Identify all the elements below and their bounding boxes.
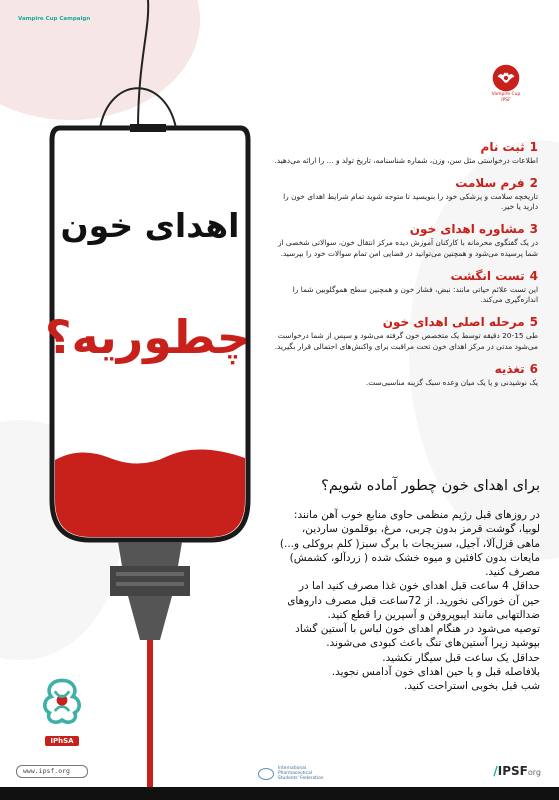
bag-valve xyxy=(110,566,190,596)
campaign-tag: Vampire Cup Campaign xyxy=(18,16,91,22)
ipsf-org: org xyxy=(527,768,541,777)
ipsf-brand xyxy=(493,764,541,778)
step-title: مرحله اصلی اهدای خون xyxy=(382,315,525,330)
step-body: یک نوشیدنی و یا یک میان وعده سبک گزینه مناسبی‌ست. xyxy=(365,377,538,387)
step-body: اطلاعات درخواستی مثل سن، وزن، شماره شناسنامه، تاریخ تولد و ... را ارائه می‌دهید. xyxy=(274,156,538,165)
bag-subtitle: چطوریه؟ xyxy=(44,310,250,364)
step-heading xyxy=(272,269,538,283)
step-heading xyxy=(272,140,538,154)
bag-valve-neck xyxy=(128,596,172,640)
step-body: طی 15-20 دقیقه توسط یک متخصص خون گرفته می‌شود و سپس از شما درخواست می‌شود مدتی در مرکز اهدای خون تحت مراقبت برای واکنش‌های احتمالی قرار بگیرید. xyxy=(274,331,538,351)
step-6 xyxy=(272,362,538,389)
step-number: 5 xyxy=(529,315,538,330)
globe-icon xyxy=(258,768,274,780)
bag-hanger-string xyxy=(138,0,148,130)
preparation-line: مصرف کنید. xyxy=(485,566,540,579)
step-body: تاریخچه سلامت و پزشکی خود را بنویسید تا متوجه شوید تمام شرایط اهدای خون را دارید یا خیر. xyxy=(283,191,538,212)
preparation-line: توصیه می‌شود در هنگام اهدای خون لباس با آستین گشاد xyxy=(295,623,540,636)
vampire-cup-label: Vampire Cup xyxy=(491,92,521,97)
ipsf-mid-logo xyxy=(258,766,324,781)
bag-connector xyxy=(118,542,182,566)
bottom-bar xyxy=(0,787,559,800)
step-5 xyxy=(272,315,538,352)
step-body: این تست علائم حیاتی مانند: نبض، فشار خون و همچنین سطح هموگلوبین شما را اندازه‌گیری می‌کند. xyxy=(292,284,538,305)
step-heading xyxy=(272,222,538,236)
step-title: مشاوره اهدای خون xyxy=(409,222,525,237)
step-number: 3 xyxy=(529,222,538,237)
preparation-line: بپوشید زیرا آستین‌های تنگ باعث کبودی می‌شوند. xyxy=(326,637,540,650)
step-number: 2 xyxy=(529,175,538,190)
mid-logo-line: Students' Federation xyxy=(278,776,324,782)
donation-steps xyxy=(272,140,538,397)
preparation-line: حداقل یک ساعت قبل سیگار نکشید. xyxy=(382,651,540,664)
step-title: تست انگشت xyxy=(450,268,525,283)
bag-title: اهدای خون xyxy=(60,206,240,245)
preparation-section xyxy=(262,478,540,693)
step-4 xyxy=(272,269,538,306)
step-title: ثبت نام xyxy=(480,140,525,154)
bag-blood-fill xyxy=(55,449,245,537)
vampire-cup-logo xyxy=(488,64,524,114)
step-3 xyxy=(272,222,538,259)
step-heading xyxy=(272,362,538,376)
preparation-line: ضدالتهابی مانند ایبوپروفن و آسپرین را قطع کنید. xyxy=(327,608,540,621)
preparation-line: ماهی قزل‌آلا، آجیل، سبزیجات با برگ سبز( کلم بروکلی و...) xyxy=(279,537,540,550)
mid-logo-line: International xyxy=(278,766,307,771)
preparation-line: شب قبل بخوبی استراحت کنید. xyxy=(404,680,540,693)
step-heading xyxy=(272,315,538,329)
website-url[interactable]: www.ipsf.org xyxy=(16,765,88,778)
mid-logo-line: Pharmaceutical xyxy=(278,771,312,777)
iphsa-emblem-icon xyxy=(35,676,89,728)
step-number: 1 xyxy=(529,140,538,154)
preparation-line: حداقل 4 ساعت قبل اهدای خون غذا مصرف کنید اما در xyxy=(298,580,540,593)
step-title: فرم سلامت xyxy=(455,175,525,190)
step-number: 4 xyxy=(529,268,538,283)
vampire-cup-org: IPSF xyxy=(501,97,511,103)
bat-drop-icon xyxy=(492,64,520,92)
step-number: 6 xyxy=(529,361,538,376)
preparation-title: برای اهدای خون چطور آماده شویم؟ xyxy=(321,478,540,494)
preparation-line: لوبیا، گوشت قرمز بدون چربی، مرغ، بوقلمون ساردین، xyxy=(301,523,540,536)
preparation-line: حین آن خوراکی نخورید. از 72ساعت قبل مصرف داروهای xyxy=(287,594,540,607)
step-1 xyxy=(272,140,538,167)
step-title: تغذیه xyxy=(494,361,525,376)
step-heading xyxy=(272,176,538,190)
preparation-line: در روزهای قبل رژیم منظمی حاوی منابع خوب آهن مانند: xyxy=(293,509,540,521)
step-body: در یک گفتگوی محرمانه با کارکنان آموزش دیده مرکز انتقال خون، سوالاتی شخصی از شما پرسیده می‌شود و همچنین می‌توانید در فضایی امن تمام سوالات خود را بپرسید. xyxy=(277,238,538,258)
iphsa-logo xyxy=(32,676,92,747)
preparation-line: بلافاصله قبل و یا حین اهدای خون آدامس نجوید. xyxy=(331,665,540,678)
ipsf-text: IPSF xyxy=(497,764,528,778)
step-2 xyxy=(272,176,538,213)
bag-tube xyxy=(147,640,153,790)
iphsa-logo-text: IPhSA xyxy=(45,736,78,746)
bag-top-cap xyxy=(130,124,166,132)
ipsf-slash: / xyxy=(493,764,498,778)
preparation-line: مایعات بدون کافئین و میوه خشک شده ( زردآلو، کشمش) xyxy=(289,551,540,564)
